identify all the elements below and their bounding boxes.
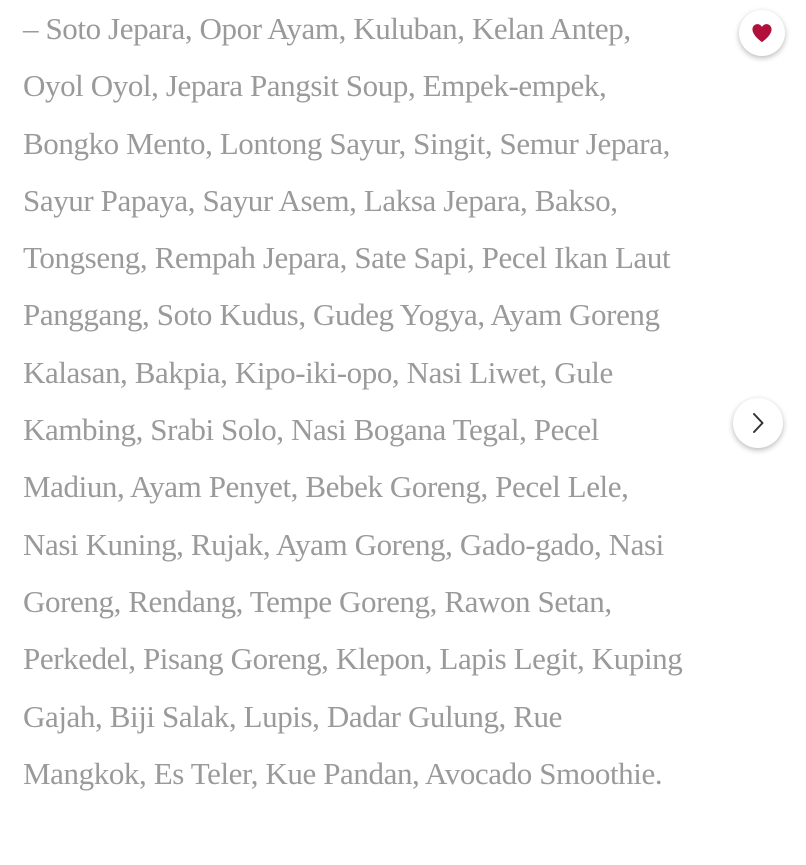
next-button[interactable]	[733, 398, 783, 448]
food-list-paragraph: – Soto Jepara, Opor Ayam, Kuluban, Kelan Antep, Oyol Oyol, Jepara Pangsit Soup, Empek-empek, Bongko Mento, Lontong Sayur, Singit, Semur Jepara, Sayur Papaya, Sayur Asem, Laksa Jepara, Bakso, Tongseng, Rempah Jepara, Sate Sapi, Pecel Ikan Laut Panggang, Soto Kudus, Gudeg Yogya, Ayam Goreng Kalasan, Bakpia, Kipo-iki-opo, Nasi Liwet, Gule Kambing, Srabi Solo, Nasi Bogana Tegal, Pecel Madiun, Ayam Penyet, Bebek Goreng, Pecel Lele, Nasi Kuning, Rujak, Ayam Goreng, Gado-gado, Nasi Goreng, Rendang, Tempe Goreng, Rawon Setan, Perkedel, Pisang Goreng, Klepon, Lapis Legit, Kuping Gajah, Biji Salak, Lupis, Dadar Gulung, Rue Mangkok, Es Teler, Kue Pandan, Avocado Smoothie.	[23, 11, 683, 791]
heart-icon	[751, 23, 773, 43]
favorite-button[interactable]	[739, 10, 785, 56]
chevron-right-icon	[751, 412, 765, 434]
